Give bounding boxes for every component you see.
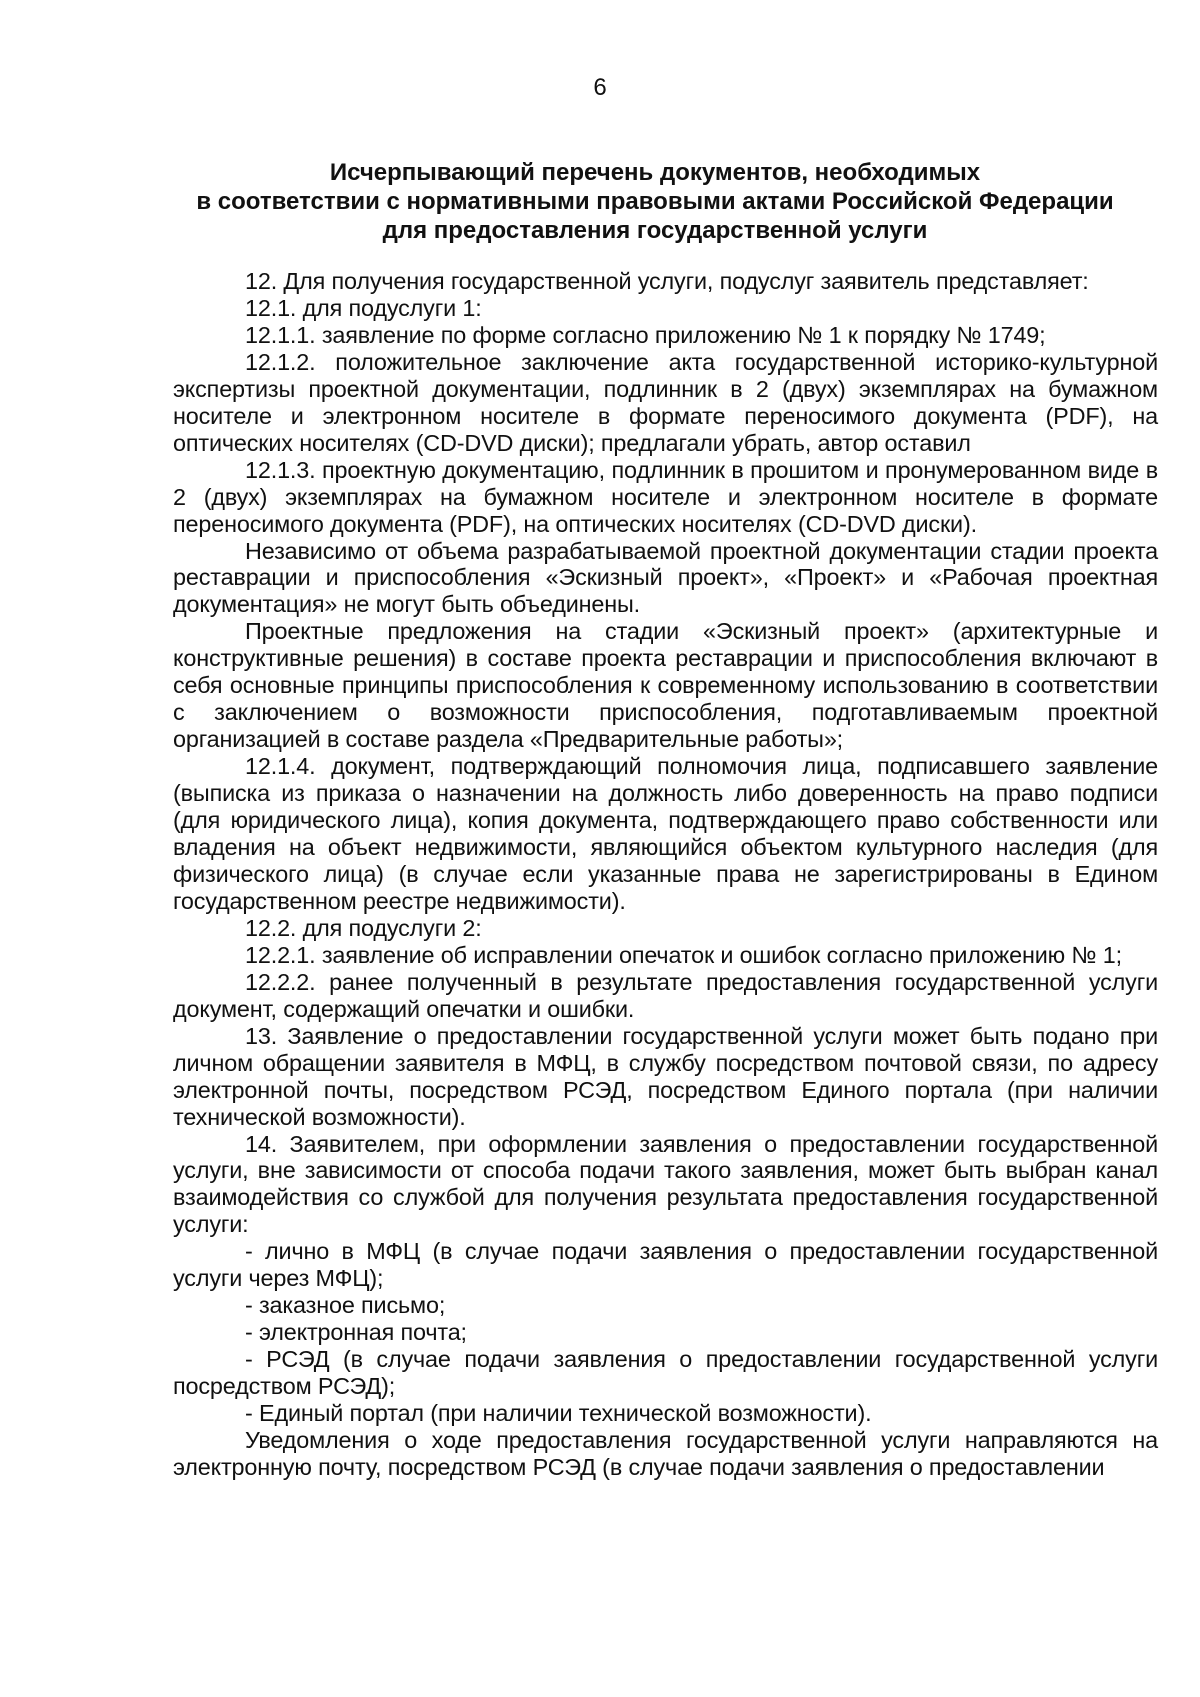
heading-line: Исчерпывающий перечень документов, необходимых	[329, 159, 981, 186]
paragraph: 12.1. для подуслуги 1:	[245, 294, 482, 321]
heading-line: в соответствии с нормативными правовыми актами Российской Федерации	[196, 188, 1114, 215]
paragraph: 12.2.1. заявление об исправлении опечаток и ошибок согласно приложению № 1;	[245, 941, 1122, 968]
paragraph: 12.1.4. документ, подтверждающий полномочия лица, подписавшего заявление (выписка из приказа о назначении на должность либо доверенность на право подписи (для юридического лица), копия документа, подтверждающего право собственности или владения на объект недвижимости, являющийся объектом культурного наследия (для физического лица) (в случае если указанные права не зарегистрированы в Едином государственном реестре недвижимости).	[173, 753, 1158, 914]
section-heading	[160, 158, 1150, 245]
paragraph: Проектные предложения на стадии «Эскизный проект» (архитектурные и конструктивные решения) в составе проекта реставрации и приспособления включают в себя основные принципы приспособления к современному использованию в соответствии с заключением о возможности приспособления, подготавливаемым проектной организацией в составе раздела «Предварительные работы»;	[173, 618, 1158, 753]
heading-line: для предоставления государственной услуги	[382, 217, 928, 244]
document-body	[173, 268, 1158, 1481]
paragraph: 12.2.2. ранее полученный в результате предоставления государственной услуги документ, содержащий опечатки и ошибки.	[173, 968, 1158, 1022]
paragraph: - РСЭД (в случае подачи заявления о предоставлении государственной услуги посредством РСЭД);	[173, 1346, 1158, 1400]
paragraph: 12.2. для подуслуги 2:	[245, 914, 482, 941]
paragraph: 12.1.3. проектную документацию, подлинник в прошитом и пронумерованном виде в 2 (двух) экземплярах на бумажном носителе и электронном носителе в формате переносимого документа (PDF), на оптических носителях (CD-DVD диски).	[173, 456, 1158, 537]
paragraph: - лично в МФЦ (в случае подачи заявления о предоставлении государственной услуги через МФЦ);	[173, 1238, 1158, 1292]
paragraph: - Единый портал (при наличии технической возможности).	[245, 1400, 872, 1427]
paragraph: 12.1.1. заявление по форме согласно приложению № 1 к порядку № 1749;	[245, 321, 1046, 348]
paragraph: Независимо от объема разрабатываемой проектной документации стадии проекта реставрации и приспособления «Эскизный проект», «Проект» и «Рабочая проектная документация» не могут быть объединены.	[173, 537, 1158, 618]
paragraph: 12.1.2. положительное заключение акта государственной историко-культурной экспертизы проектной документации, подлинник в 2 (двух) экземплярах на бумажном носителе и электронном носителе в формате переносимого документа (PDF), на оптических носителях (CD-DVD диски); предлагали убрать, автор оставил	[173, 348, 1158, 456]
paragraph: 14. Заявителем, при оформлении заявления о предоставлении государственной услуги, вне зависимости от способа подачи такого заявления, может быть выбран канал взаимодействия со службой для получения результата предоставления государственной услуги:	[173, 1130, 1158, 1238]
paragraph: - электронная почта;	[245, 1319, 467, 1346]
paragraph: 13. Заявление о предоставлении государственной услуги может быть подано при личном обращении заявителя в МФЦ, в службу посредством почтовой связи, по адресу электронной почты, посредством РСЭД, посредством Единого портала (при наличии технической возможности).	[173, 1022, 1158, 1130]
paragraph: Уведомления о ходе предоставления государственной услуги направляются на электронную почту, посредством РСЭД (в случае подачи заявления о предоставлении	[173, 1426, 1158, 1480]
page-number: 6	[593, 74, 607, 101]
paragraph: 12. Для получения государственной услуги, подуслуг заявитель представляет:	[245, 268, 1089, 294]
paragraph: - заказное письмо;	[245, 1292, 446, 1319]
